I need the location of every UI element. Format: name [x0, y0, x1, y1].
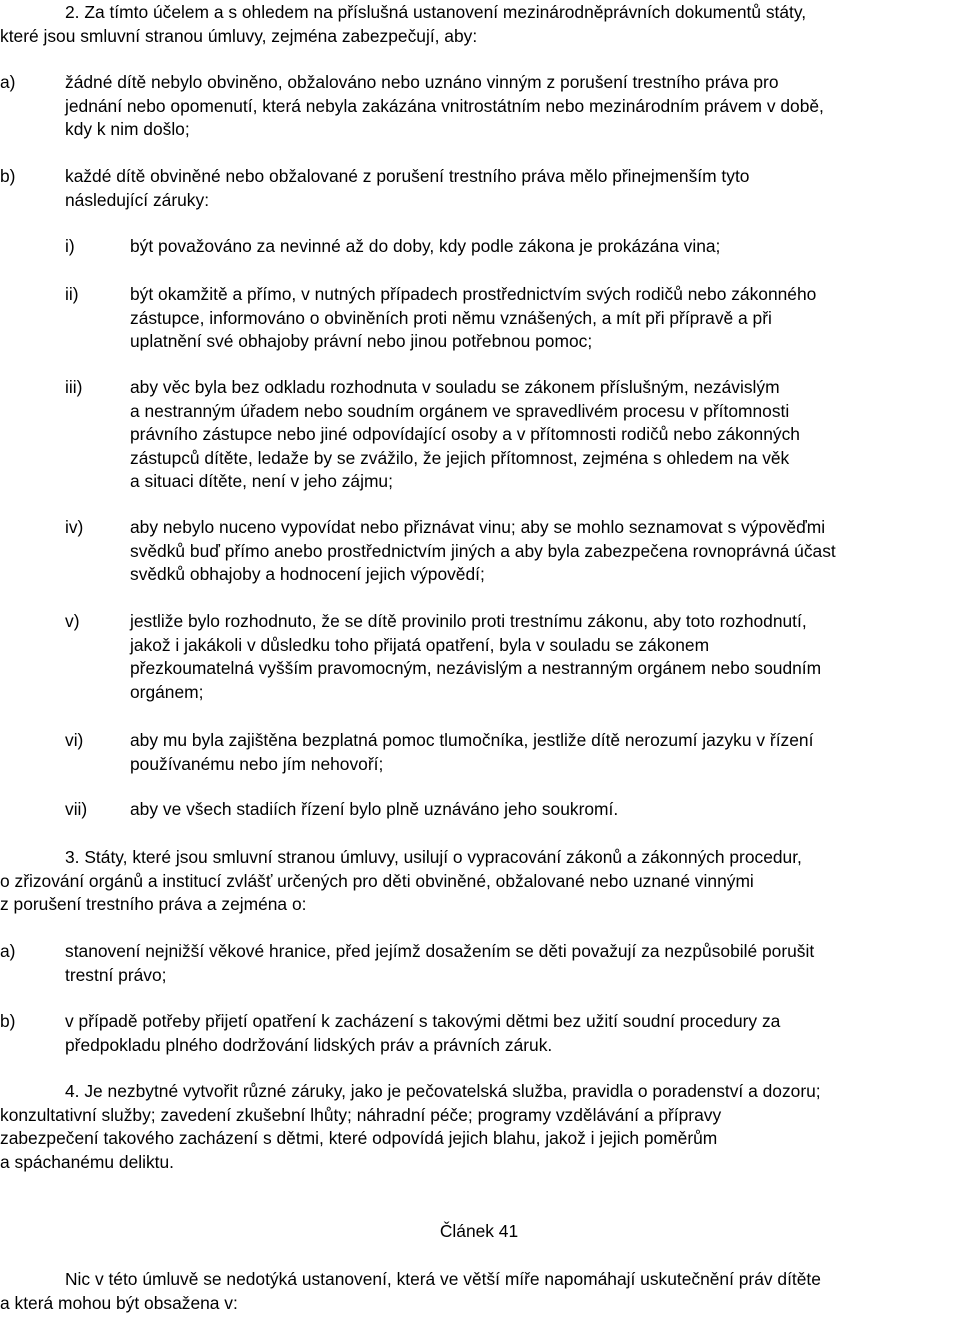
list-marker: iii)	[65, 377, 83, 397]
list-item-text: aby věc byla bez odkladu rozhodnuta v souladu se zákonem příslušným, nezávislým a nestranným úřadem nebo soudním orgánem ve spravedlivém procesu v přítomnosti právního zástupce nebo jiné odpovídající osoby a v přítomnosti rodičů nebo zákonných zástupců dítěte, ledaže by se zvážilo, že jejich přítomnost, zejména s ohledem na věk a situaci dítěte, není v jeho zájmu;	[130, 377, 800, 491]
list-item-text: aby mu byla zajištěna bezplatná pomoc tlumočníka, jestliže dítě nerozumí jazyku v řízení používanému nebo jím nehovoří;	[130, 730, 814, 774]
paragraph-line: 2. Za tímto účelem a s ohledem na příslušná ustanovení mezinárodněprávních dokumentů státy,	[65, 2, 807, 22]
list-marker: b)	[0, 1011, 16, 1031]
list-item-text: aby nebylo nuceno vypovídat nebo přiznávat vinu; aby se mohlo seznamovat s výpověďmi svědků buď přímo anebo prostřednictvím jiných a aby byla zabezpečena rovnoprávná účast svědků obhajoby a hodnocení jejich výpovědí;	[130, 517, 836, 584]
paragraph-line: Nic v této úmluvě se nedotýká ustanovení, která ve větší míře napomáhají uskutečnění práv dítěte	[65, 1269, 821, 1289]
paragraph-article-41	[0, 1268, 958, 1315]
list-item-text: každé dítě obviněné nebo obžalované z porušení trestního práva mělo přinejmenším tyto následující záruky:	[65, 166, 750, 210]
list-marker: a)	[0, 941, 16, 961]
paragraph-line: a která mohou být obsažena v:	[0, 1292, 238, 1313]
list-item-text: být okamžitě a přímo, v nutných případech prostřednictvím svých rodičů nebo zákonného zástupce, informováno o obviněních proti němu vznášených, a mít při přípravě a při uplatnění své obhajoby právní nebo jinou potřebnou pomoc;	[130, 284, 817, 351]
list-item-text: žádné dítě nebylo obviněno, obžalováno nebo uznáno vinným z porušení trestního práva pro jednání nebo opomenutí, která nebyla zakázána vnitrostátním nebo mezinárodním právem v době, kdy k nim došlo;	[65, 72, 824, 139]
list-marker: v)	[65, 611, 80, 631]
paragraph-3	[0, 846, 958, 917]
paragraph-line: z porušení trestního práva a zejména o:	[0, 894, 307, 914]
paragraph-2	[0, 1, 958, 48]
paragraph-line: které jsou smluvní stranou úmluvy, zejména zabezpečují, aby:	[0, 25, 478, 46]
paragraph-line: o zřizování orgánů a institucí zvlášť určených pro děti obviněné, obžalované nebo uznané vinnými	[0, 870, 754, 891]
list-marker: vi)	[65, 730, 84, 750]
paragraph-4	[0, 1080, 958, 1174]
list-marker: vii)	[65, 799, 88, 819]
paragraph-line: a spáchanému deliktu.	[0, 1151, 175, 1172]
list-marker: i)	[65, 236, 75, 256]
list-item-text: v případě potřeby přijetí opatření k zacházení s takovými dětmi bez užití soudní procedury za předpokladu plného dodržování lidských práv a právních záruk.	[65, 1011, 781, 1055]
paragraph-line: zabezpečení takového zacházení s dětmi, které odpovídá jejich blahu, jakož i jejich poměrům	[0, 1128, 718, 1148]
list-item-text: jestliže bylo rozhodnuto, že se dítě provinilo proti trestnímu zákonu, aby toto rozhodnutí, jakož i jakákoli v důsledku toho přijatá opatření, byla v souladu se zákonem přezkoumatelná vyšším pravomocným, nezávislým a nestranným orgánem nebo soudním orgánem;	[130, 611, 822, 702]
paragraph-line: 3. Státy, které jsou smluvní stranou úmluvy, usilují o vypracování zákonů a zákonných procedur,	[65, 847, 802, 867]
list-marker: a)	[0, 72, 16, 92]
paragraph-line: konzultativní služby; zavedení zkušební lhůty; náhradní péče; programy vzdělávání a přípravy	[0, 1104, 722, 1125]
list-item-text: být považováno za nevinné až do doby, kdy podle zákona je prokázána vina;	[130, 236, 721, 256]
list-marker: b)	[0, 166, 16, 186]
article-heading: Článek 41	[439, 1221, 519, 1241]
list-marker: iv)	[65, 517, 84, 537]
list-item-text: stanovení nejnižší věkové hranice, před jejímž dosažením se děti považují za nezpůsobilé porušit trestní právo;	[65, 941, 815, 985]
paragraph-line: 4. Je nezbytné vytvořit různé záruky, jako je pečovatelská služba, pravidla o poradenství a dozoru;	[65, 1081, 821, 1101]
list-marker: ii)	[65, 284, 79, 304]
list-item-text: aby ve všech stadiích řízení bylo plně uznáváno jeho soukromí.	[130, 799, 619, 819]
